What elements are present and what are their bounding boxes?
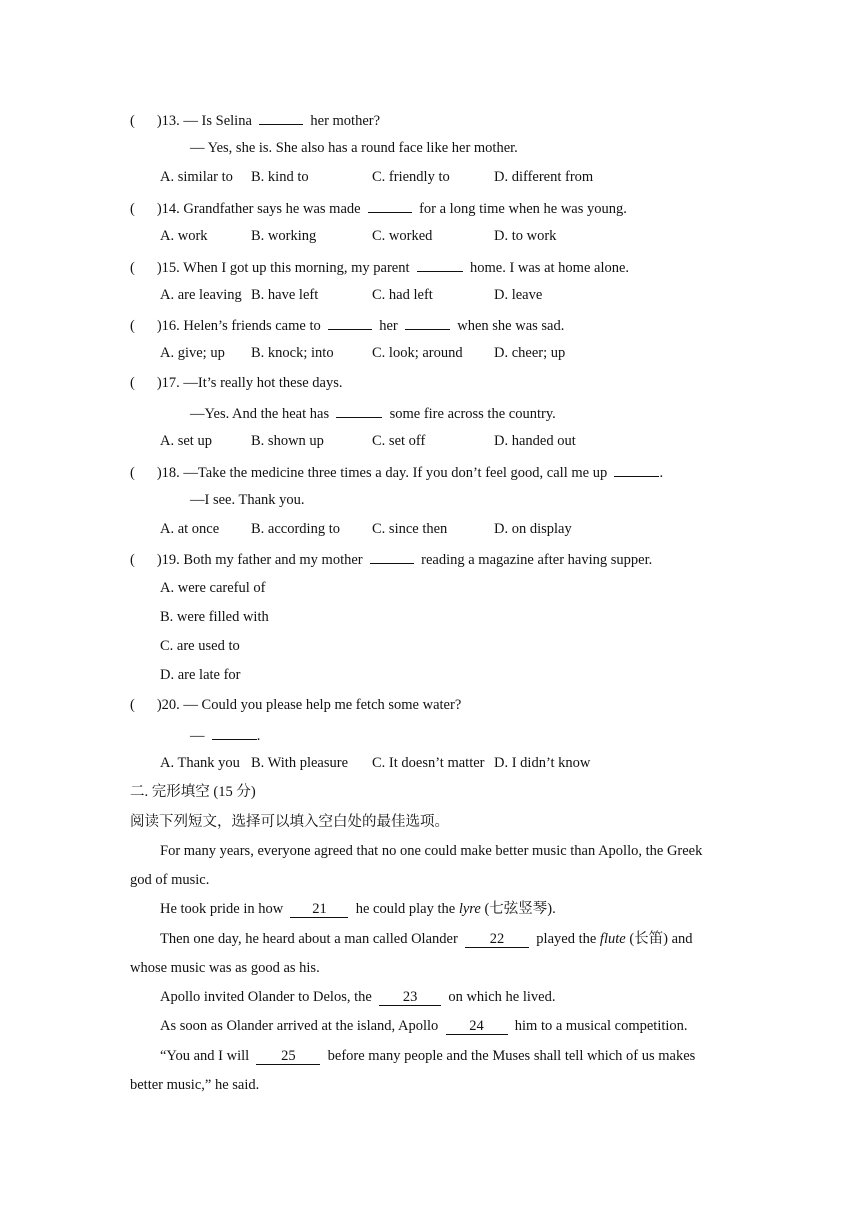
question-stem-end: home. I was at home alone. [469,260,630,276]
option-b: B. kind to [251,169,309,185]
question-stem-end: for a long time when he was young. [419,201,627,217]
passage-text: Apollo invited Olander to Delos, the [160,989,372,1005]
blank [259,110,303,125]
blank-25: 25 [256,1049,320,1065]
option-d: D. are late for [160,667,241,683]
passage-line [160,1047,695,1065]
passage-text: Then one day, he heard about a man called Olander [160,931,458,947]
reply-end: . [256,728,261,744]
blank [368,198,412,213]
option-a: A. give; up [160,345,225,361]
answer-paren: ( [130,318,135,334]
question-stem: )18. —Take the medicine three times a day. If you don’t feel good, call me up [156,465,608,481]
passage-text: (长笛) and [629,931,693,947]
passage-line: better music,” he said. [130,1077,260,1093]
option-c: C. since then [372,521,448,537]
passage-text: (七弦竖琴). [484,901,556,917]
option-a: A. are leaving [160,287,242,303]
blank [212,725,257,740]
passage-text: played the [536,931,597,947]
answer-paren: ( [130,375,135,391]
option-c: C. worked [372,228,433,244]
question-16 [130,315,564,335]
passage-text: he could play the [355,901,456,917]
passage-italic: lyre [458,901,481,917]
passage-text: “You and I will [160,1048,250,1064]
option-a: A. similar to [160,169,233,185]
question-18-reply: —I see. Thank you. [190,492,305,508]
option-b: B. working [251,228,317,244]
question-18 [130,462,663,482]
option-c: C. It doesn’t matter [372,755,485,771]
option-b: B. were filled with [160,609,269,625]
question-13-reply: — Yes, she is. She also has a round face like her mother. [190,140,518,156]
question-14 [130,198,627,218]
passage-text: him to a musical competition. [514,1018,688,1034]
blank-21: 21 [290,902,348,918]
passage-text: He took pride in how [160,901,284,917]
option-c: C. look; around [372,345,463,361]
answer-paren: ( [130,113,135,129]
blank-23: 23 [379,990,441,1006]
option-d: D. on display [494,521,572,537]
passage-italic: flute [599,931,626,947]
answer-paren: ( [130,201,135,217]
passage-line [160,988,555,1006]
blank-22: 22 [465,932,529,948]
option-a: A. set up [160,433,212,449]
passage-line [160,900,556,918]
blank [614,462,659,477]
option-a: A. were careful of [160,580,266,596]
reply-dash: — [190,728,205,744]
option-d: D. to work [494,228,557,244]
question-17-reply [190,403,556,423]
question-20 [130,696,461,714]
answer-paren: ( [130,260,135,276]
option-c: C. are used to [160,638,240,654]
option-b: B. knock; into [251,345,334,361]
reply-text-end: some fire across the country. [389,406,556,422]
question-stem-end: when she was sad. [457,318,565,334]
question-15 [130,257,629,277]
question-13 [130,110,380,130]
answer-paren: ( [130,465,135,481]
question-stem: )13. — Is Selina [156,113,252,129]
question-stem-end: . [659,465,664,481]
question-17 [130,374,342,392]
option-d: D. cheer; up [494,345,566,361]
passage-text: on which he lived. [448,989,556,1005]
question-19 [130,549,652,569]
passage-line [160,930,693,948]
blank [328,315,372,330]
option-d: D. different from [494,169,594,185]
question-stem: )20. — Could you please help me fetch some water? [156,697,462,713]
passage-line: For many years, everyone agreed that no one could make better music than Apollo, the Greek [160,843,703,859]
blank-24: 24 [446,1019,508,1035]
question-stem: )15. When I got up this morning, my parent [156,260,410,276]
option-c: C. friendly to [372,169,450,185]
option-b: B. With pleasure [251,755,349,771]
answer-paren: ( [130,552,135,568]
option-c: C. set off [372,433,426,449]
answer-paren: ( [130,697,135,713]
question-20-reply [190,725,260,745]
option-a: A. at once [160,521,220,537]
question-stem-mid: her [379,318,398,334]
question-stem: )19. Both my father and my mother [156,552,363,568]
blank [336,403,382,418]
blank [370,549,414,564]
section-heading: 二. 完形填空 (15 分) [130,784,256,800]
blank [417,257,463,272]
option-a: A. Thank you [160,755,240,771]
question-stem-end: reading a magazine after having supper. [421,552,653,568]
passage-text: before many people and the Muses shall tell which of us makes [327,1048,696,1064]
question-stem: )17. —It’s really hot these days. [156,375,343,391]
option-d: D. handed out [494,433,576,449]
blank [405,315,450,330]
passage-text: As soon as Olander arrived at the island, Apollo [160,1018,439,1034]
passage-line: god of music. [130,872,210,888]
option-d: D. leave [494,287,543,303]
option-b: B. according to [251,521,340,537]
option-c: C. had left [372,287,433,303]
question-stem-end: her mother? [310,113,381,129]
option-d: D. I didn’t know [494,755,591,771]
option-b: B. have left [251,287,319,303]
question-stem: )16. Helen’s friends came to [156,318,321,334]
question-stem: )14. Grandfather says he was made [156,201,361,217]
option-a: A. work [160,228,208,244]
option-b: B. shown up [251,433,324,449]
passage-line [160,1017,688,1035]
reply-text: —Yes. And the heat has [190,406,330,422]
passage-line: whose music was as good as his. [130,960,320,976]
section-instruction: 阅读下列短文，选择可以填入空白处的最佳选项。 [130,814,449,830]
